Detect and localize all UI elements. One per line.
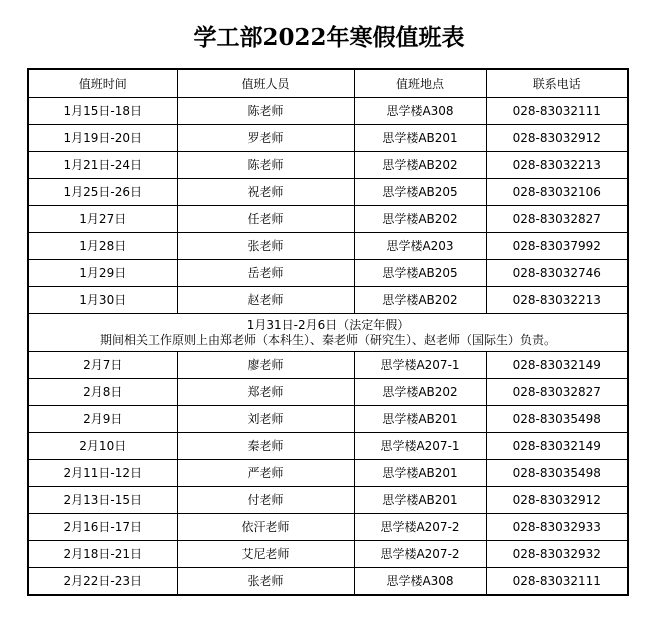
duty-schedule-table <box>27 68 629 596</box>
contact-phone-cell: 028-83037992 <box>486 233 628 260</box>
table-row <box>28 487 628 514</box>
duty-person-cell: 严老师 <box>177 460 354 487</box>
duty-person-cell: 依汗老师 <box>177 514 354 541</box>
contact-phone-cell: 028-83032912 <box>486 125 628 152</box>
duty-location-cell: 思学楼AB202 <box>354 206 486 233</box>
contact-phone-cell: 028-83032213 <box>486 152 628 179</box>
duty-location-cell: 思学楼AB201 <box>354 460 486 487</box>
duty-person-cell: 秦老师 <box>177 433 354 460</box>
table-row <box>28 433 628 460</box>
table-row <box>28 568 628 596</box>
table-row <box>28 260 628 287</box>
holiday-notice-line2: 期间相关工作原则上由郑老师（本科生）、秦老师（研究生）、赵老师（国际生）负责。 <box>99 332 556 347</box>
duty-time-cell: 1月19日-20日 <box>28 125 177 152</box>
page-title: 学工部2022年寒假值班表 <box>193 24 465 51</box>
contact-phone-cell: 028-83032827 <box>486 206 628 233</box>
contact-phone-cell: 028-83032149 <box>486 352 628 379</box>
contact-phone-cell: 028-83032746 <box>486 260 628 287</box>
header-duty-person: 值班人员 <box>177 69 354 98</box>
duty-location-cell: 思学楼AB202 <box>354 379 486 406</box>
duty-location-cell: 思学楼AB201 <box>354 487 486 514</box>
duty-person-cell: 任老师 <box>177 206 354 233</box>
duty-time-cell: 2月22日-23日 <box>28 568 177 596</box>
header-duty-time: 值班时间 <box>28 69 177 98</box>
contact-phone-cell: 028-83032827 <box>486 379 628 406</box>
contact-phone-cell: 028-83032111 <box>486 568 628 596</box>
duty-location-cell: 思学楼A207-1 <box>354 352 486 379</box>
duty-location-cell: 思学楼AB201 <box>354 406 486 433</box>
duty-time-cell: 2月10日 <box>28 433 177 460</box>
duty-person-cell: 张老师 <box>177 233 354 260</box>
duty-time-cell: 1月30日 <box>28 287 177 314</box>
duty-time-cell: 2月11日-12日 <box>28 460 177 487</box>
contact-phone-cell: 028-83035498 <box>486 406 628 433</box>
contact-phone-cell: 028-83032912 <box>486 487 628 514</box>
duty-location-cell: 思学楼AB202 <box>354 152 486 179</box>
duty-person-cell: 陈老师 <box>177 152 354 179</box>
table-body <box>28 98 628 596</box>
duty-location-cell: 思学楼AB202 <box>354 287 486 314</box>
duty-time-cell: 2月16日-17日 <box>28 514 177 541</box>
table-row <box>28 514 628 541</box>
duty-person-cell: 祝老师 <box>177 179 354 206</box>
duty-time-cell: 1月21日-24日 <box>28 152 177 179</box>
duty-location-cell: 思学楼A203 <box>354 233 486 260</box>
duty-time-cell: 2月8日 <box>28 379 177 406</box>
contact-phone-cell: 028-83032932 <box>486 541 628 568</box>
duty-time-cell: 1月28日 <box>28 233 177 260</box>
contact-phone-cell: 028-83032933 <box>486 514 628 541</box>
table-row <box>28 287 628 314</box>
duty-time-cell: 2月9日 <box>28 406 177 433</box>
duty-time-cell: 1月25日-26日 <box>28 179 177 206</box>
header-contact-phone: 联系电话 <box>486 69 628 98</box>
table-row <box>28 152 628 179</box>
table-row <box>28 98 628 125</box>
duty-location-cell: 思学楼AB201 <box>354 125 486 152</box>
duty-time-cell: 2月7日 <box>28 352 177 379</box>
table-row <box>28 541 628 568</box>
duty-person-cell: 罗老师 <box>177 125 354 152</box>
duty-location-cell: 思学楼AB205 <box>354 179 486 206</box>
duty-person-cell: 赵老师 <box>177 287 354 314</box>
table-row <box>28 379 628 406</box>
contact-phone-cell: 028-83032149 <box>486 433 628 460</box>
duty-location-cell: 思学楼A207-1 <box>354 433 486 460</box>
duty-time-cell: 2月18日-21日 <box>28 541 177 568</box>
duty-location-cell: 思学楼AB205 <box>354 260 486 287</box>
holiday-notice-cell <box>28 314 628 352</box>
holiday-notice-line1: 1月31日-2月6日（法定年假） <box>246 317 410 332</box>
table-row <box>28 179 628 206</box>
table-row <box>28 406 628 433</box>
duty-time-cell: 1月27日 <box>28 206 177 233</box>
duty-person-cell: 付老师 <box>177 487 354 514</box>
duty-time-cell: 2月13日-15日 <box>28 487 177 514</box>
duty-person-cell: 廖老师 <box>177 352 354 379</box>
holiday-notice-row <box>28 314 628 352</box>
duty-location-cell: 思学楼A308 <box>354 568 486 596</box>
table-row <box>28 352 628 379</box>
duty-person-cell: 岳老师 <box>177 260 354 287</box>
table-row <box>28 460 628 487</box>
contact-phone-cell: 028-83032213 <box>486 287 628 314</box>
duty-person-cell: 刘老师 <box>177 406 354 433</box>
duty-time-cell: 1月29日 <box>28 260 177 287</box>
duty-person-cell: 张老师 <box>177 568 354 596</box>
header-duty-location: 值班地点 <box>354 69 486 98</box>
table-header-row <box>28 69 628 98</box>
table-row <box>28 233 628 260</box>
table-row <box>28 125 628 152</box>
duty-time-cell: 1月15日-18日 <box>28 98 177 125</box>
contact-phone-cell: 028-83032111 <box>486 98 628 125</box>
duty-person-cell: 陈老师 <box>177 98 354 125</box>
duty-location-cell: 思学楼A207-2 <box>354 514 486 541</box>
duty-person-cell: 郑老师 <box>177 379 354 406</box>
contact-phone-cell: 028-83032106 <box>486 179 628 206</box>
table-row <box>28 206 628 233</box>
contact-phone-cell: 028-83035498 <box>486 460 628 487</box>
duty-location-cell: 思学楼A207-2 <box>354 541 486 568</box>
duty-location-cell: 思学楼A308 <box>354 98 486 125</box>
duty-person-cell: 艾尼老师 <box>177 541 354 568</box>
